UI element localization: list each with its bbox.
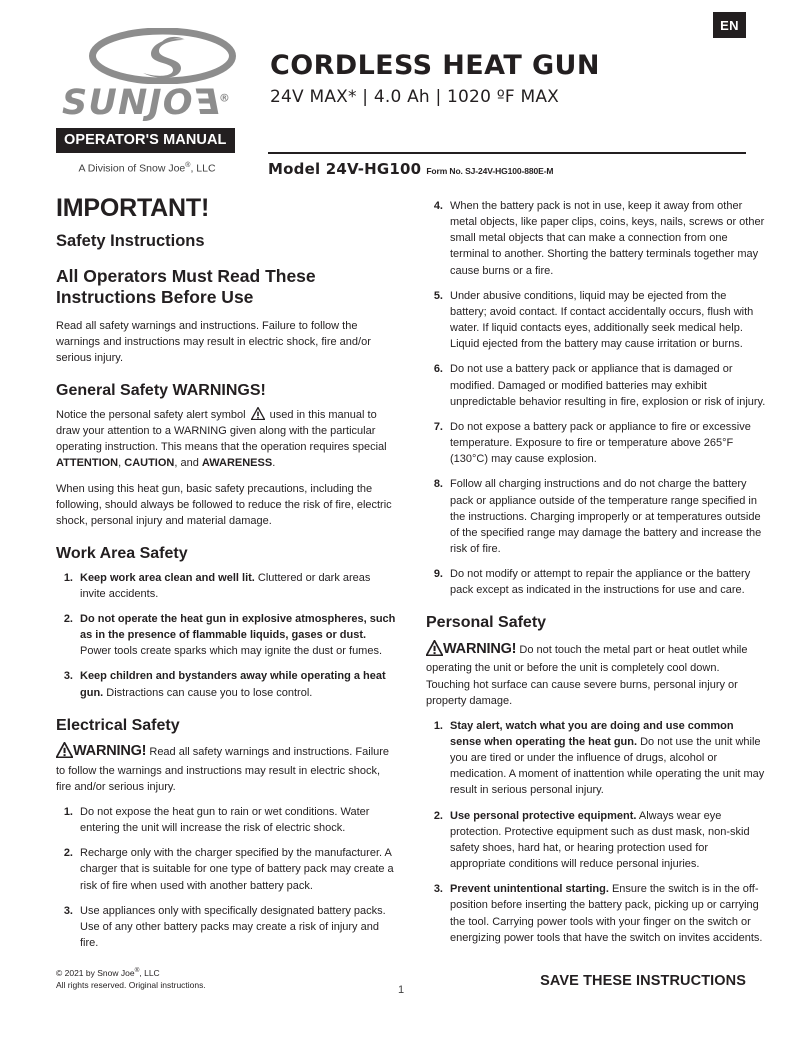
list-text: [80, 570, 396, 602]
right-column: [426, 196, 766, 956]
list-number: 2.: [63, 847, 73, 860]
important-heading: IMPORTANT!: [56, 194, 210, 222]
wordmark-text: SUNJO: [62, 83, 194, 123]
list-item: [56, 845, 396, 893]
list-number: 3.: [63, 670, 73, 683]
list-text: Use appliances only with specifically designated battery packs. Use of any other battery packs may create a risk of injury and fire.: [80, 904, 386, 949]
list-text-rest: Distractions can cause you to lose control.: [103, 686, 313, 699]
brand-block: [56, 22, 256, 175]
list-number: 6.: [433, 363, 443, 376]
list-text: [450, 808, 766, 873]
list-number: 2.: [433, 809, 443, 822]
body-columns: [56, 194, 766, 956]
list-number: 1.: [63, 571, 73, 584]
read-all-paragraph: Read all safety warnings and instructions. Failure to follow the warnings and instructions may result in electric shock, fire and/or serious injury.: [56, 319, 371, 365]
list-text-bold: Keep children and bystanders away while operating a heat gun.: [80, 670, 386, 699]
list-text-rest: Ensure the switch is in the off-position before inserting the battery pack, picking up or carrying the tool. Carrying power tools with your finger on the switch or energizing power tools that have the switch on invites accidents.: [450, 883, 763, 944]
list-text: [450, 881, 766, 946]
electrical-safety-list: [56, 804, 396, 951]
list-item: [426, 419, 766, 467]
list-number: 3.: [63, 904, 73, 917]
safety-instructions-heading: Safety Instructions: [56, 232, 205, 250]
general-p1-part-a: Notice the personal safety alert symbol: [56, 408, 246, 421]
page-title: CORDLESS HEAT GUN: [270, 50, 600, 81]
list-text-bold: Keep work area clean and well lit.: [80, 571, 255, 584]
awareness-word: AWARENESS: [201, 457, 273, 470]
general-p1-part-b: used in this manual to draw your attention to a WARNING given along with the particular operating instruction. This means that the operation requires special: [56, 408, 387, 454]
list-text-bold: Stay alert, watch what you are doing and use common sense when operating the heat gun.: [450, 719, 734, 748]
list-text-rest: Always wear eye protection. Protective equipment such as dust mask, non-skid safety shoes, hard hat, or hearing protection used for appropriate conditions will reduce personal injuries.: [450, 809, 750, 871]
list-item: [426, 566, 766, 598]
copyright-notice: [56, 967, 206, 991]
copyright-line-1: © 2021 by Snow Joe: [56, 967, 135, 978]
warning-triangle-icon: [426, 640, 443, 656]
save-instructions-note: SAVE THESE INSTRUCTIONS: [540, 973, 746, 989]
model-line: [268, 160, 553, 179]
left-column: [56, 196, 396, 956]
warning-word: WARNING!: [443, 641, 517, 658]
sun-joe-logo-icon: [89, 28, 236, 84]
list-item: [56, 668, 396, 700]
list-item: [426, 198, 766, 279]
electrical-safety-heading: Electrical Safety: [56, 716, 180, 734]
must-read-heading: All Operators Must Read These Instructions Before Use: [56, 266, 316, 308]
language-badge: EN: [713, 12, 746, 38]
caution-word: CAUTION: [124, 457, 175, 470]
product-spec: 24V MAX* | 4.0 Ah | 1020 ºF MAX: [270, 87, 560, 108]
list-text-bold: Prevent unintentional starting.: [450, 883, 609, 896]
list-text: Do not expose the heat gun to rain or wet conditions. Water entering the unit will increase the risk of electric shock.: [80, 805, 370, 835]
list-item: [56, 903, 396, 951]
general-safety-paragraph-1: [56, 407, 396, 472]
list-item: [426, 288, 766, 353]
list-text-rest: Do not use the unit while you are tired or under the influence of drugs, alcohol or medication. A moment of inattention while operating the unit may result in serious personal injury.: [450, 735, 765, 797]
operators-manual-badge: OPERATOR'S MANUAL: [56, 128, 235, 153]
list-number: 4.: [433, 200, 443, 212]
list-number: 9.: [433, 568, 443, 581]
page-number: 1: [397, 984, 405, 996]
list-number: 2.: [63, 612, 73, 625]
page-footer: [56, 967, 746, 1007]
division-registered-mark: ®: [185, 162, 191, 169]
electrical-warning-paragraph: [56, 741, 396, 795]
list-text: Recharge only with the charger specified by the manufacturer. A charger that is suitable for one type of battery pack may create a risk of fire when used with another battery pack.: [80, 847, 394, 892]
copyright-line-2: All rights reserved. Original instructions.: [56, 979, 206, 990]
wordmark-flipped-e: E: [193, 83, 219, 123]
personal-warning-text: Do not touch the metal part or heat outlet while operating the unit or before the unit is completely cool down. Touching hot surface can cause severe burns, personal injury or property damage.: [426, 644, 748, 707]
list-text: Follow all charging instructions and do not charge the battery pack or appliance outside of the temperature range specified in the instructions. Charging improperly or at temperatures outside of the specified range may damage the battery and increase the risk of fire.: [450, 478, 762, 555]
copyright-line-1-post: , LLC: [139, 967, 160, 978]
list-number: 1.: [433, 719, 443, 732]
form-number: Form No. SJ-24V-HG100-880E-M: [426, 166, 554, 176]
list-item: [426, 808, 766, 873]
list-text-bold: Use personal protective equipment.: [450, 809, 637, 822]
list-number: 5.: [433, 289, 443, 302]
division-line: [56, 162, 238, 175]
work-area-safety-list: [56, 570, 396, 701]
list-item: [426, 718, 766, 799]
list-text: [80, 668, 396, 700]
general-safety-heading: General Safety WARNINGS!: [56, 382, 266, 400]
division-text: A Division of Snow Joe: [78, 162, 186, 175]
list-text: Under abusive conditions, liquid may be ejected from the battery; avoid contact. If contact accidentally occurs, flush with water. If liquid contacts eyes, additionally seek medical help. Liquid ejected from the battery may cause irritation or burns.: [450, 289, 754, 351]
list-text: [450, 718, 766, 799]
list-item: [426, 476, 766, 557]
battery-safety-list: [426, 198, 766, 598]
list-text-rest: Cluttered or dark areas invite accidents.: [80, 571, 371, 600]
personal-safety-heading: Personal Safety: [426, 614, 547, 632]
list-item: [56, 570, 396, 602]
header-divider: [268, 152, 746, 154]
list-text: [80, 611, 396, 659]
list-number: 8.: [433, 478, 443, 491]
list-text: Do not expose a battery pack or appliance to fire or excessive temperature. Exposure to fire or temperature above 265°F (130°C) may cause explosion.: [450, 420, 751, 466]
list-number: 3.: [433, 883, 443, 896]
list-number: 1.: [63, 805, 73, 818]
list-item: [56, 804, 396, 836]
general-safety-paragraph-2: When using this heat gun, basic safety precautions, including the following, should always be followed to reduce the risk of fire, electric shock, personal injury and material damage.: [56, 482, 392, 527]
list-item: [56, 611, 396, 659]
list-text: Do not use a battery pack or appliance that is damaged or modified. Damaged or modified batteries may exhibit unpredictable behavior resulting in fire, explosion or risk of injury.: [450, 363, 766, 408]
general-p1-comma-2: , and: [174, 457, 199, 470]
warning-word: WARNING!: [73, 743, 147, 760]
list-item: [426, 361, 766, 409]
title-block: [256, 17, 746, 108]
electrical-warning-text: Read all safety warnings and instructions. Failure to follow the warnings and instructions may result in electric shock, fire and/or serious injury.: [56, 746, 390, 793]
warning-triangle-icon: [251, 407, 265, 420]
sun-joe-wordmark: [62, 83, 256, 123]
model-number: Model 24V-HG100: [268, 160, 422, 178]
copyright-registered-mark: ®: [134, 967, 140, 974]
personal-warning-paragraph: [426, 639, 766, 709]
list-text: Do not modify or attempt to repair the appliance or the battery pack except as indicated in the instructions for use and care.: [450, 568, 751, 597]
division-text-post: , LLC: [190, 162, 216, 175]
wordmark-registered-mark: ®: [218, 91, 230, 105]
general-p1-period: .: [272, 457, 276, 470]
warning-triangle-icon: [56, 742, 73, 758]
list-text: When the battery pack is not in use, keep it away from other metal objects, like paper clips, coins, keys, nails, screws or other small metal objects that can make a connection from one terminal to another. Shorting the battery terminals together may cause burns or a fire.: [450, 200, 765, 277]
work-area-safety-heading: Work Area Safety: [56, 544, 188, 562]
list-number: 7.: [433, 420, 443, 433]
list-item: [426, 881, 766, 946]
attention-word: ATTENTION: [56, 457, 119, 470]
list-text-bold: Do not operate the heat gun in explosive atmospheres, such as in the presence of flammable liquids, gases or dust.: [80, 612, 396, 642]
general-p1-comma-1: ,: [118, 457, 122, 470]
list-text-rest: Power tools create sparks which may ignite the dust or fumes.: [80, 645, 383, 658]
personal-safety-list: [426, 718, 766, 946]
